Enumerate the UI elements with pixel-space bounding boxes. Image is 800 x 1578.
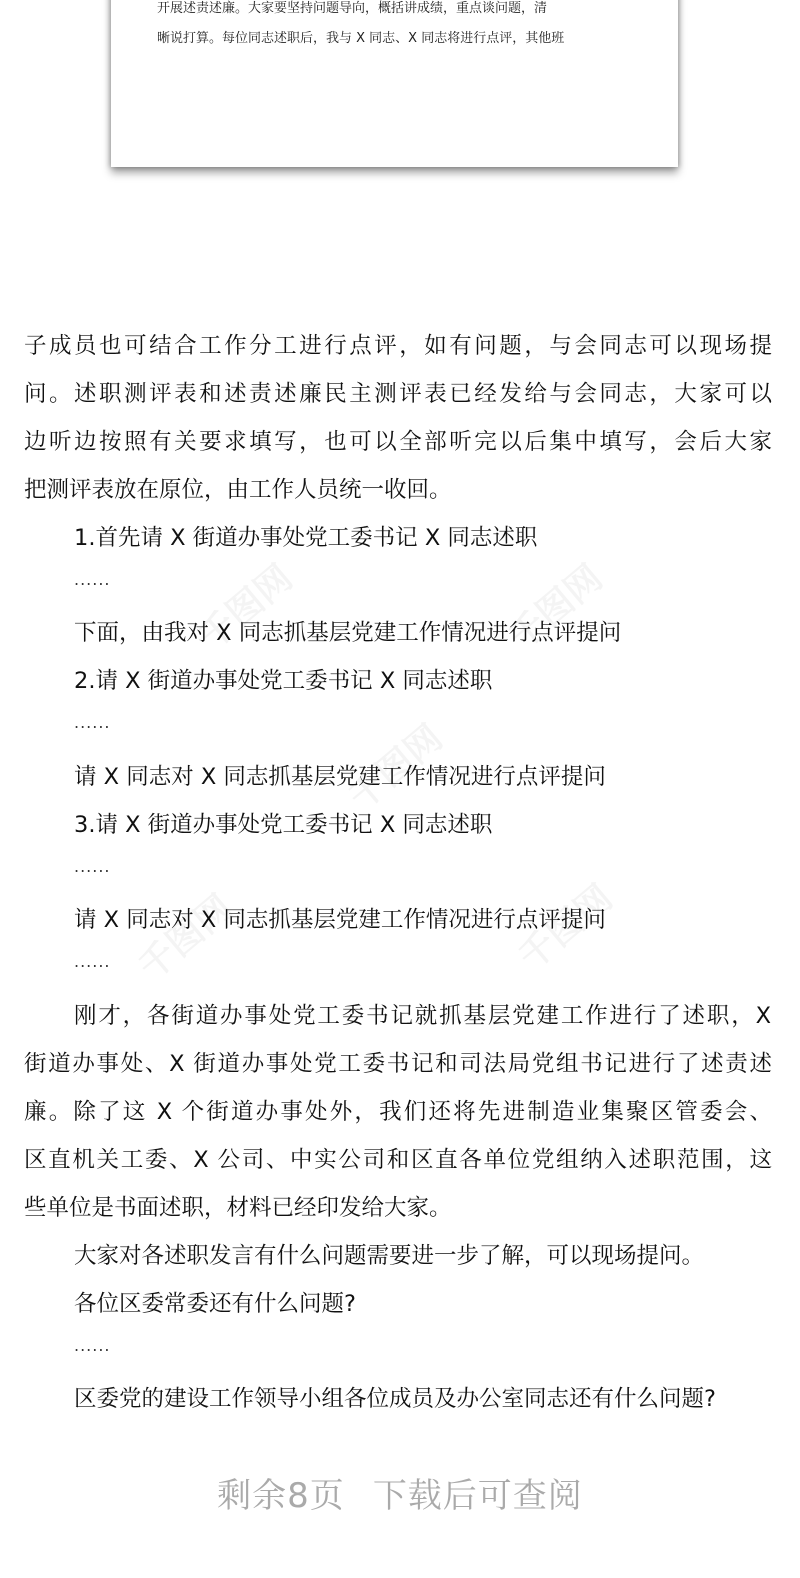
paragraph-line: 区委党的建设工作领导小组各位成员及办公室同志还有什么问题?	[74, 1386, 716, 1412]
agenda-item: 3.请 X 街道办事处党工委书记 X 同志述职	[74, 812, 493, 838]
download-to-view-text: 下载后可查阅	[372, 1476, 583, 1516]
paragraph-line: 把测评表放在原位，由工作人员统一收回。	[24, 477, 452, 503]
comment-line: 请 X 同志对 X 同志抓基层党建工作情况进行点评提问	[74, 907, 606, 933]
paragraph-line: 街道办事处、X 街道办事处党工委书记和司法局党组书记进行了述责述	[24, 1051, 772, 1077]
paragraph-line: 问。述职测评表和述责述廉民主测评表已经发给与会同志，大家可以	[24, 381, 772, 407]
paragraph-line: 区直机关工委、X 公司、中实公司和区直各单位党组纳入述职范围，这	[24, 1147, 772, 1173]
ellipsis: ......	[74, 952, 111, 971]
paragraph-line: 些单位是书面述职，材料已经印发给大家。	[24, 1195, 452, 1221]
ellipsis: ......	[74, 713, 111, 732]
agenda-item: 2.请 X 街道办事处党工委书记 X 同志述职	[74, 668, 493, 694]
download-prompt[interactable]	[0, 1468, 800, 1517]
ellipsis: ......	[74, 857, 111, 876]
ellipsis: ......	[74, 1336, 111, 1355]
paragraph-line: 廉。除了这 X 个街道办事处外，我们还将先进制造业集聚区管委会、	[24, 1099, 772, 1125]
comment-line: 下面，由我对 X 同志抓基层党建工作情况进行点评提问	[74, 620, 622, 646]
paragraph-line: 刚才，各街道办事处党工委书记就抓基层党建工作进行了述职，X	[74, 1003, 771, 1029]
paragraph-line: 边听边按照有关要求填写，也可以全部听完以后集中填写，会后大家	[24, 429, 772, 455]
remaining-pages-text: 剩余8页	[217, 1476, 345, 1516]
watermark	[126, 881, 242, 989]
page-preview-card	[111, 0, 678, 167]
agenda-item: 1.首先请 X 街道办事处党工委书记 X 同志述职	[74, 525, 538, 551]
comment-line: 请 X 同志对 X 同志抓基层党建工作情况进行点评提问	[74, 764, 606, 790]
paragraph-line: 大家对各述职发言有什么问题需要进一步了解，可以现场提问。	[74, 1243, 705, 1269]
ellipsis: ......	[74, 570, 111, 589]
card-text-line: 晰说打算。每位同志述职后，我与 X 同志、X 同志将进行点评，其他班	[157, 31, 565, 46]
paragraph-line: 子成员也可结合工作分工进行点评，如有问题，与会同志可以现场提	[24, 333, 772, 359]
paragraph-line: 各位区委常委还有什么问题?	[74, 1291, 356, 1317]
card-text-line: 开展述责述廉。大家要坚持问题导向，概括讲成绩，重点谈问题，清	[157, 1, 548, 16]
